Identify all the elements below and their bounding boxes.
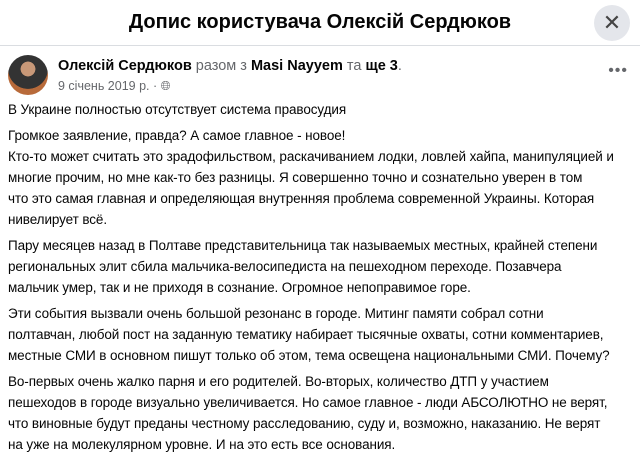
dialog-header (0, 0, 640, 46)
post-text-line: Громкое заявление, правда? А самое главное - новое! (8, 128, 346, 143)
separator: · (153, 79, 158, 93)
post-text-line: что это самая главная и определяющая внутренняя проблема современной Украины. Которая (8, 191, 595, 206)
globe-icon: 🌐︎ (160, 79, 171, 93)
post-paragraph (8, 235, 634, 298)
post-author-line (58, 58, 402, 74)
post-body (8, 99, 634, 460)
others-link[interactable]: ще 3 (365, 58, 398, 74)
post-date[interactable]: 9 січень 2019 р. (58, 79, 150, 93)
period: . (397, 58, 402, 74)
tagged-user[interactable]: Masi Nayyem (250, 58, 343, 74)
post-text-line: Кто-то может считать это зрадофильством, раскачиванием лодки, ловлей хайпа, манипуляцией и (8, 149, 614, 164)
post-text-line: на уже на молекулярном уровне. И на это есть все основания. (8, 437, 396, 452)
post-text-line: Пару месяцев назад в Полтаве представительница так называемых местных, крайней степени (8, 238, 598, 253)
post-text-line: пешеходов в городе визуально увеличивается. Но самое главное - люди АБСОЛЮТНО не верят, (8, 395, 608, 410)
post-text-line: региональных элит сбила мальчика-велосипедиста на пешеходном переходе. Позавчера (8, 259, 562, 274)
post-paragraph (8, 99, 634, 120)
with-text: разом з (195, 58, 247, 74)
post-text-line: что виновные будут преданы честному расследованию, суду и, возможно, наказанию. Не верят (8, 416, 601, 431)
close-icon: ✕ (602, 10, 622, 35)
more-options-button[interactable]: ••• (608, 62, 628, 79)
post-paragraph (8, 303, 634, 366)
dialog-title: Допис користувача Олексій Сердюков (128, 11, 512, 33)
post-text-line: Эти события вызвали очень большой резонанс в городе. Митинг памяти собрал сотни (8, 306, 544, 321)
post-paragraph (8, 125, 634, 230)
post-text-line: полтавчан, любой пост на заданную тематику набирает тысячные охваты, сотни комментариев, (8, 327, 604, 342)
post-text-line: мальчик умер, так и не приходя в сознание. Огромное непоправимое горе. (8, 280, 471, 295)
close-button[interactable] (594, 5, 630, 41)
avatar[interactable] (8, 55, 48, 95)
post-text-line: В Украине полностью отсутствует система правосудия (8, 102, 347, 117)
post-text-line: нивелирует всё. (8, 212, 107, 227)
post-text-line: многие прочим, но мне как-то без разницы. Я совершенно точно и сознательно уверен в том (8, 170, 583, 185)
post-paragraph (8, 371, 634, 455)
post-text-line: Во-первых очень жалко парня и его родителей. Во-вторых, количество ДТП у участием (8, 374, 549, 389)
author-name[interactable]: Олексій Сердюков (58, 58, 192, 74)
and-text: та (346, 58, 362, 74)
post-meta (58, 79, 171, 94)
post-text-line: местные СМИ в основном пишут только об этом, тема освещена национальными СМИ. Почему? (8, 348, 610, 363)
